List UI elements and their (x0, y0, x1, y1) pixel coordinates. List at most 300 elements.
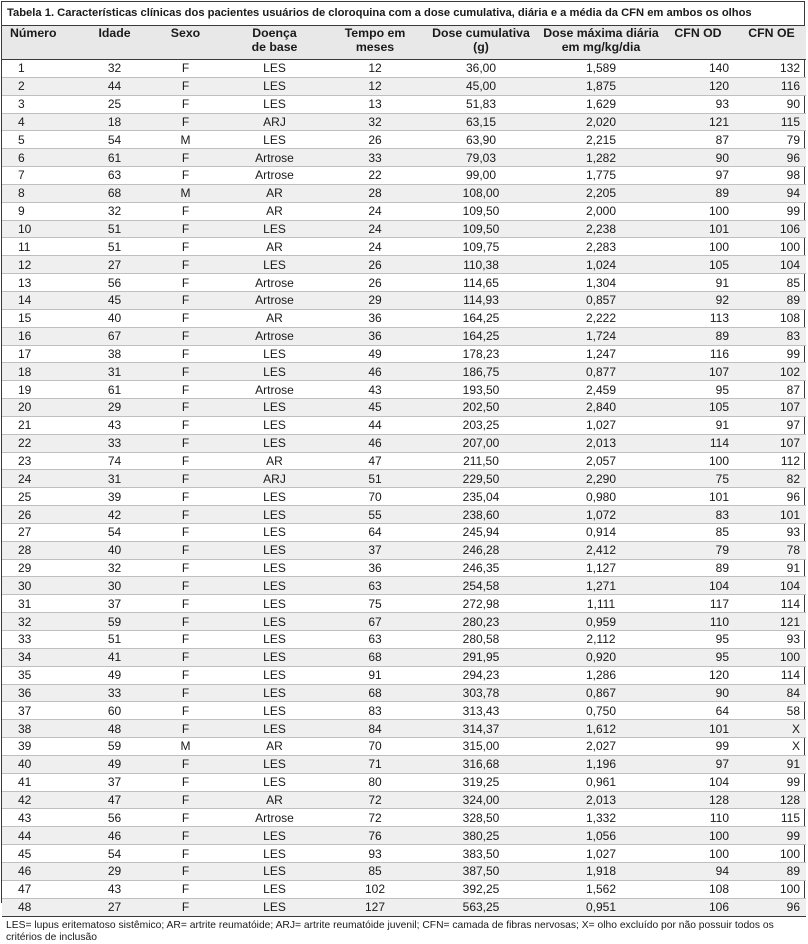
cell-cfn-oe: 99 (737, 773, 806, 791)
cell-cfn-od: 121 (659, 113, 737, 131)
cell-tempo: 32 (331, 113, 419, 131)
cell-cfn-od: 113 (659, 309, 737, 327)
cell-dose-maxima: 2,459 (543, 381, 659, 399)
cell-idade: 33 (76, 684, 153, 702)
cell-sexo: F (153, 309, 218, 327)
cell-sexo: F (153, 238, 218, 256)
cell-dose-maxima: 1,304 (543, 274, 659, 292)
cell-tempo: 80 (331, 773, 419, 791)
cell-dose-cumulativa: 245,94 (419, 523, 543, 541)
cell-idade: 54 (76, 523, 153, 541)
cell-cfn-od: 93 (659, 95, 737, 113)
table-row (2, 131, 806, 149)
cell-dose-cumulativa: 63,90 (419, 131, 543, 149)
cell-idade: 27 (76, 898, 153, 916)
cell-dose-maxima: 1,127 (543, 559, 659, 577)
cell-doenca: LES (218, 684, 331, 702)
table-row (2, 345, 806, 363)
cell-dose-cumulativa: 45,00 (419, 77, 543, 95)
cell-doenca: LES (218, 523, 331, 541)
cell-cfn-oe: 115 (737, 113, 806, 131)
cell-doenca: AR (218, 184, 331, 202)
cell-cfn-od: 110 (659, 809, 737, 827)
cell-doenca: AR (218, 238, 331, 256)
cell-sexo: F (153, 256, 218, 274)
cell-dose-maxima: 1,111 (543, 595, 659, 613)
cell-dose-cumulativa: 109,50 (419, 202, 543, 220)
cell-doenca: ARJ (218, 113, 331, 131)
cell-sexo: F (153, 755, 218, 773)
cell-numero: 7 (2, 167, 76, 185)
cell-numero: 13 (2, 274, 76, 292)
cell-cfn-oe: 100 (737, 648, 806, 666)
table-row (2, 702, 806, 720)
cell-cfn-od: 120 (659, 77, 737, 95)
cell-idade: 32 (76, 202, 153, 220)
cell-dose-maxima: 2,215 (543, 131, 659, 149)
cell-dose-maxima: 1,024 (543, 256, 659, 274)
cell-tempo: 47 (331, 452, 419, 470)
cell-doenca: Artrose (218, 291, 331, 309)
cell-sexo: F (153, 845, 218, 863)
cell-cfn-od: 94 (659, 862, 737, 880)
cell-tempo: 76 (331, 827, 419, 845)
cell-dose-maxima: 0,951 (543, 898, 659, 916)
cell-doenca: LES (218, 541, 331, 559)
cell-dose-maxima: 1,562 (543, 880, 659, 898)
cell-doenca: LES (218, 845, 331, 863)
cell-doenca: LES (218, 595, 331, 613)
cell-cfn-od: 104 (659, 577, 737, 595)
cell-cfn-oe: 128 (737, 791, 806, 809)
cell-dose-cumulativa: 109,50 (419, 220, 543, 238)
cell-cfn-oe: 101 (737, 506, 806, 524)
table-row (2, 523, 806, 541)
cell-tempo: 43 (331, 381, 419, 399)
cell-numero: 17 (2, 345, 76, 363)
cell-idade: 48 (76, 720, 153, 738)
cell-sexo: F (153, 577, 218, 595)
cell-numero: 8 (2, 184, 76, 202)
cell-numero: 43 (2, 809, 76, 827)
cell-idade: 37 (76, 773, 153, 791)
cell-dose-cumulativa: 211,50 (419, 452, 543, 470)
cell-idade: 31 (76, 363, 153, 381)
cell-numero: 3 (2, 95, 76, 113)
cell-sexo: F (153, 506, 218, 524)
cell-cfn-od: 79 (659, 541, 737, 559)
cell-idade: 51 (76, 631, 153, 649)
cell-cfn-oe: 116 (737, 77, 806, 95)
cell-doenca: AR (218, 452, 331, 470)
cell-numero: 47 (2, 880, 76, 898)
table-row (2, 291, 806, 309)
cell-cfn-od: 140 (659, 60, 737, 78)
table-row (2, 238, 806, 256)
cell-doenca: Artrose (218, 327, 331, 345)
cell-tempo: 63 (331, 577, 419, 595)
cell-cfn-od: 100 (659, 452, 737, 470)
cell-sexo: F (153, 363, 218, 381)
cell-sexo: F (153, 523, 218, 541)
cell-tempo: 68 (331, 648, 419, 666)
cell-tempo: 24 (331, 202, 419, 220)
cell-dose-cumulativa: 387,50 (419, 862, 543, 880)
cell-sexo: F (153, 773, 218, 791)
cell-sexo: F (153, 95, 218, 113)
cell-dose-maxima: 2,412 (543, 541, 659, 559)
cell-dose-maxima: 2,000 (543, 202, 659, 220)
table-row (2, 77, 806, 95)
cell-tempo: 49 (331, 345, 419, 363)
cell-sexo: M (153, 131, 218, 149)
cell-sexo: F (153, 113, 218, 131)
cell-dose-cumulativa: 246,28 (419, 541, 543, 559)
cell-dose-maxima: 0,867 (543, 684, 659, 702)
cell-tempo: 85 (331, 862, 419, 880)
cell-cfn-od: 89 (659, 559, 737, 577)
cell-dose-maxima: 0,980 (543, 488, 659, 506)
cell-tempo: 26 (331, 131, 419, 149)
cell-tempo: 36 (331, 559, 419, 577)
cell-sexo: F (153, 862, 218, 880)
cell-doenca: LES (218, 220, 331, 238)
cell-tempo: 83 (331, 702, 419, 720)
table-row (2, 684, 806, 702)
cell-doenca: ARJ (218, 470, 331, 488)
cell-cfn-od: 107 (659, 363, 737, 381)
cell-idade: 61 (76, 381, 153, 399)
cell-cfn-od: 104 (659, 773, 737, 791)
header-idade: Idade (76, 26, 153, 60)
table-row (2, 809, 806, 827)
cell-sexo: F (153, 631, 218, 649)
cell-tempo: 36 (331, 327, 419, 345)
cell-tempo: 70 (331, 488, 419, 506)
cell-sexo: F (153, 202, 218, 220)
cell-tempo: 26 (331, 256, 419, 274)
cell-dose-maxima: 1,282 (543, 149, 659, 167)
cell-numero: 35 (2, 666, 76, 684)
cell-numero: 38 (2, 720, 76, 738)
cell-tempo: 24 (331, 238, 419, 256)
cell-sexo: F (153, 702, 218, 720)
table-row (2, 470, 806, 488)
cell-doenca: Artrose (218, 809, 331, 827)
table-row (2, 845, 806, 863)
cell-numero: 45 (2, 845, 76, 863)
header-row (2, 26, 806, 60)
cell-cfn-od: 87 (659, 131, 737, 149)
cell-sexo: F (153, 345, 218, 363)
cell-cfn-oe: 132 (737, 60, 806, 78)
cell-cfn-oe: 114 (737, 595, 806, 613)
cell-cfn-oe: 94 (737, 184, 806, 202)
cell-dose-cumulativa: 291,95 (419, 648, 543, 666)
cell-numero: 18 (2, 363, 76, 381)
header-sexo: Sexo (153, 26, 218, 60)
cell-dose-maxima: 0,877 (543, 363, 659, 381)
table-row (2, 755, 806, 773)
cell-tempo: 102 (331, 880, 419, 898)
cell-tempo: 72 (331, 791, 419, 809)
cell-tempo: 28 (331, 184, 419, 202)
cell-doenca: AR (218, 309, 331, 327)
cell-idade: 44 (76, 77, 153, 95)
cell-cfn-od: 100 (659, 238, 737, 256)
cell-numero: 29 (2, 559, 76, 577)
table-row (2, 381, 806, 399)
cell-sexo: F (153, 149, 218, 167)
table-row (2, 327, 806, 345)
cell-doenca: Artrose (218, 149, 331, 167)
table-row (2, 416, 806, 434)
cell-tempo: 33 (331, 149, 419, 167)
cell-dose-cumulativa: 99,00 (419, 167, 543, 185)
cell-numero: 31 (2, 595, 76, 613)
cell-dose-maxima: 1,332 (543, 809, 659, 827)
cell-idade: 67 (76, 327, 153, 345)
cell-doenca: LES (218, 559, 331, 577)
cell-dose-cumulativa: 315,00 (419, 738, 543, 756)
cell-idade: 29 (76, 862, 153, 880)
cell-tempo: 44 (331, 416, 419, 434)
cell-tempo: 55 (331, 506, 419, 524)
cell-idade: 40 (76, 541, 153, 559)
cell-tempo: 93 (331, 845, 419, 863)
header-cfn-oe: CFN OE (737, 26, 806, 60)
cell-dose-cumulativa: 294,23 (419, 666, 543, 684)
cell-dose-cumulativa: 109,75 (419, 238, 543, 256)
cell-doenca: LES (218, 702, 331, 720)
table-row (2, 220, 806, 238)
cell-tempo: 46 (331, 363, 419, 381)
clinical-data-table (2, 26, 806, 917)
cell-tempo: 24 (331, 220, 419, 238)
cell-cfn-oe: 83 (737, 327, 806, 345)
cell-idade: 47 (76, 791, 153, 809)
cell-dose-cumulativa: 202,50 (419, 399, 543, 417)
cell-idade: 18 (76, 113, 153, 131)
cell-numero: 44 (2, 827, 76, 845)
cell-dose-cumulativa: 303,78 (419, 684, 543, 702)
cell-dose-maxima: 1,918 (543, 862, 659, 880)
cell-dose-maxima: 1,271 (543, 577, 659, 595)
cell-dose-maxima: 1,589 (543, 60, 659, 78)
cell-cfn-od: 110 (659, 613, 737, 631)
cell-tempo: 63 (331, 631, 419, 649)
table-row (2, 559, 806, 577)
cell-numero: 6 (2, 149, 76, 167)
cell-numero: 15 (2, 309, 76, 327)
table-row (2, 880, 806, 898)
table-row (2, 773, 806, 791)
cell-numero: 37 (2, 702, 76, 720)
cell-cfn-oe: 104 (737, 577, 806, 595)
cell-tempo: 84 (331, 720, 419, 738)
cell-numero: 12 (2, 256, 76, 274)
cell-numero: 16 (2, 327, 76, 345)
cell-idade: 59 (76, 613, 153, 631)
header-tempo: Tempo em meses (331, 26, 419, 60)
cell-dose-cumulativa: 280,23 (419, 613, 543, 631)
cell-dose-cumulativa: 108,00 (419, 184, 543, 202)
cell-doenca: LES (218, 862, 331, 880)
cell-sexo: F (153, 381, 218, 399)
cell-cfn-oe: 112 (737, 452, 806, 470)
cell-idade: 49 (76, 666, 153, 684)
cell-doenca: LES (218, 131, 331, 149)
cell-cfn-oe: 58 (737, 702, 806, 720)
cell-tempo: 127 (331, 898, 419, 916)
cell-sexo: F (153, 274, 218, 292)
cell-doenca: AR (218, 738, 331, 756)
cell-dose-maxima: 2,283 (543, 238, 659, 256)
cell-cfn-od: 91 (659, 274, 737, 292)
cell-doenca: LES (218, 613, 331, 631)
cell-dose-maxima: 2,238 (543, 220, 659, 238)
cell-idade: 29 (76, 399, 153, 417)
cell-dose-cumulativa: 314,37 (419, 720, 543, 738)
cell-sexo: F (153, 452, 218, 470)
cell-dose-maxima: 1,056 (543, 827, 659, 845)
cell-sexo: F (153, 488, 218, 506)
cell-dose-cumulativa: 392,25 (419, 880, 543, 898)
cell-cfn-oe: 93 (737, 523, 806, 541)
cell-cfn-oe: 108 (737, 309, 806, 327)
cell-tempo: 13 (331, 95, 419, 113)
cell-idade: 40 (76, 309, 153, 327)
cell-doenca: LES (218, 755, 331, 773)
cell-tempo: 91 (331, 666, 419, 684)
cell-numero: 36 (2, 684, 76, 702)
cell-idade: 63 (76, 167, 153, 185)
cell-dose-maxima: 2,205 (543, 184, 659, 202)
cell-cfn-oe: 93 (737, 631, 806, 649)
cell-idade: 45 (76, 291, 153, 309)
cell-numero: 21 (2, 416, 76, 434)
cell-tempo: 37 (331, 541, 419, 559)
cell-tempo: 75 (331, 595, 419, 613)
table-row (2, 399, 806, 417)
cell-dose-cumulativa: 280,58 (419, 631, 543, 649)
cell-doenca: LES (218, 345, 331, 363)
cell-cfn-oe: 98 (737, 167, 806, 185)
cell-cfn-oe: 102 (737, 363, 806, 381)
cell-tempo: 72 (331, 809, 419, 827)
table-row (2, 309, 806, 327)
cell-cfn-od: 90 (659, 149, 737, 167)
cell-doenca: LES (218, 434, 331, 452)
cell-numero: 11 (2, 238, 76, 256)
table-footnote: LES= lupus eritematoso sistêmico; AR= artrite reumatóide; ARJ= artrite reumatóide juvenil; CFN= camada de fibras nervosas; X= olho excluído por não possuir todos os critérios de inclusão (6, 919, 774, 943)
cell-idade: 60 (76, 702, 153, 720)
table-row (2, 434, 806, 452)
cell-idade: 32 (76, 559, 153, 577)
table-body (2, 60, 806, 917)
cell-idade: 61 (76, 149, 153, 167)
cell-doenca: LES (218, 577, 331, 595)
cell-doenca: LES (218, 256, 331, 274)
table-row (2, 113, 806, 131)
cell-cfn-od: 120 (659, 666, 737, 684)
cell-cfn-od: 101 (659, 720, 737, 738)
cell-numero: 14 (2, 291, 76, 309)
table-row (2, 541, 806, 559)
cell-cfn-oe: 100 (737, 845, 806, 863)
cell-cfn-oe: 84 (737, 684, 806, 702)
table-row (2, 898, 806, 916)
cell-dose-maxima: 1,775 (543, 167, 659, 185)
cell-cfn-oe: 79 (737, 131, 806, 149)
table-row (2, 613, 806, 631)
cell-cfn-oe: 90 (737, 95, 806, 113)
cell-numero: 4 (2, 113, 76, 131)
cell-dose-cumulativa: 254,58 (419, 577, 543, 595)
cell-dose-cumulativa: 164,25 (419, 309, 543, 327)
cell-sexo: F (153, 898, 218, 916)
cell-cfn-od: 100 (659, 202, 737, 220)
cell-sexo: F (153, 399, 218, 417)
cell-cfn-oe: 106 (737, 220, 806, 238)
cell-cfn-oe: 96 (737, 488, 806, 506)
cell-idade: 59 (76, 738, 153, 756)
cell-dose-cumulativa: 319,25 (419, 773, 543, 791)
cell-cfn-oe: 104 (737, 256, 806, 274)
cell-cfn-oe: 97 (737, 416, 806, 434)
cell-idade: 49 (76, 755, 153, 773)
cell-cfn-od: 91 (659, 416, 737, 434)
cell-cfn-oe: 114 (737, 666, 806, 684)
cell-cfn-od: 116 (659, 345, 737, 363)
cell-numero: 32 (2, 613, 76, 631)
header-dose-cumulativa: Dose cumulativa (g) (419, 26, 543, 60)
cell-sexo: F (153, 648, 218, 666)
cell-tempo: 22 (331, 167, 419, 185)
cell-dose-maxima: 2,222 (543, 309, 659, 327)
cell-cfn-oe: X (737, 738, 806, 756)
cell-dose-cumulativa: 207,00 (419, 434, 543, 452)
cell-dose-cumulativa: 79,03 (419, 149, 543, 167)
table-row (2, 827, 806, 845)
cell-doenca: LES (218, 60, 331, 78)
cell-idade: 43 (76, 880, 153, 898)
cell-numero: 39 (2, 738, 76, 756)
cell-sexo: F (153, 220, 218, 238)
cell-doenca: LES (218, 880, 331, 898)
cell-idade: 46 (76, 827, 153, 845)
cell-idade: 51 (76, 220, 153, 238)
cell-cfn-oe: 99 (737, 345, 806, 363)
table-row (2, 488, 806, 506)
cell-numero: 2 (2, 77, 76, 95)
cell-cfn-od: 89 (659, 184, 737, 202)
cell-dose-maxima: 2,057 (543, 452, 659, 470)
cell-dose-cumulativa: 383,50 (419, 845, 543, 863)
cell-doenca: LES (218, 631, 331, 649)
cell-numero: 26 (2, 506, 76, 524)
table-caption: Tabela 1. Características clínicas dos pacientes usuários de cloroquina com a dose cumulativa, diária e a média da CFN em ambos os olhos (2, 2, 804, 26)
cell-dose-maxima: 2,112 (543, 631, 659, 649)
cell-idade: 54 (76, 131, 153, 149)
cell-numero: 19 (2, 381, 76, 399)
cell-cfn-od: 97 (659, 167, 737, 185)
cell-dose-maxima: 1,875 (543, 77, 659, 95)
table-row (2, 648, 806, 666)
table-row (2, 738, 806, 756)
cell-numero: 22 (2, 434, 76, 452)
cell-cfn-od: 100 (659, 845, 737, 863)
